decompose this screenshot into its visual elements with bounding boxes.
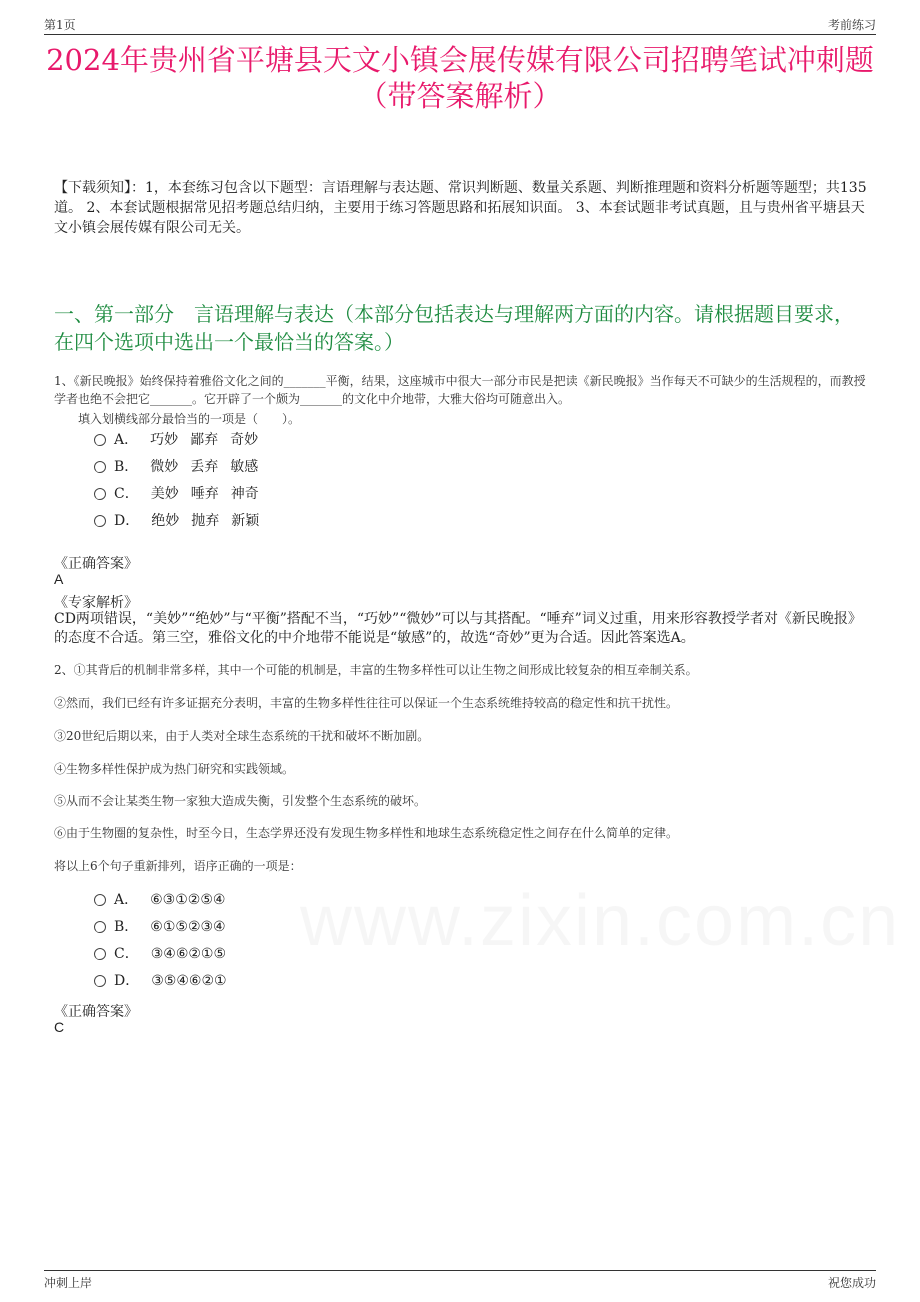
option-letter: C．: [114, 486, 139, 502]
q1-answer-label: 《正确答案》: [54, 556, 138, 572]
radio-icon[interactable]: [94, 488, 106, 500]
q1-prompt: 填入划横线部分最恰当的一项是（ ）。: [78, 412, 301, 426]
option-letter: C．: [114, 946, 139, 962]
page-footer: [44, 1270, 876, 1293]
header-label: 考前练习: [827, 18, 876, 32]
option-text: ③⑤④⑥②①: [151, 973, 227, 989]
q2-option-c[interactable]: [94, 944, 226, 964]
radio-icon[interactable]: [94, 461, 106, 473]
q1-option-c[interactable]: [94, 484, 259, 504]
option-word: 巧妙: [150, 432, 179, 448]
q2-line-4: ④生物多样性保护成为热门研究和实践领域。: [54, 762, 295, 776]
q1-explanation-label: 《专家解析》: [54, 595, 138, 611]
option-letter: A．: [114, 432, 139, 448]
page-number: 第1页: [44, 18, 76, 32]
radio-icon[interactable]: [94, 894, 106, 906]
option-word: 神奇: [230, 486, 259, 502]
option-letter: B．: [114, 919, 139, 935]
q1-option-d[interactable]: [94, 511, 259, 531]
option-word: 唾弃: [190, 486, 219, 502]
option-word: 绝妙: [151, 513, 180, 529]
q2-option-b[interactable]: [94, 917, 226, 937]
footer-right-label: 祝您成功: [827, 1276, 876, 1290]
q2-line-5: ⑤从而不会让某类生物一家独大造成失衡，引发整个生态系统的破坏。: [54, 794, 427, 808]
page-header: [44, 14, 876, 35]
q1-option-a[interactable]: [94, 430, 258, 450]
option-text: ⑥③①②⑤④: [150, 892, 226, 908]
section-heading: 一、第一部分 言语理解与表达（本部分包括表达与理解两方面的内容。请根据题目要求，在四个选项中选出一个最恰当的答案。）: [54, 302, 854, 354]
q1-stem: 1、《新民晚报》始终保持着雅俗文化之间的_______平衡，结果，这座城市中很大一部分市民是把读《新民晚报》当作每天不可缺少的生活规程的，而教授学者也绝不会把它_______。它开辟了一个颇为_______的文化中介地带，大雅大俗均可随意出入。: [54, 374, 866, 406]
q2-line-1: 2、①其背后的机制非常多样，其中一个可能的机制是，丰富的生物多样性可以让生物之间形成比较复杂的相互牵制关系。: [54, 663, 698, 677]
radio-icon[interactable]: [94, 434, 106, 446]
document-title: 2024年贵州省平塘县天文小镇会展传媒有限公司招聘笔试冲刺题（带答案解析）: [46, 43, 874, 113]
q2-answer-label: 《正确答案》: [54, 1004, 138, 1020]
footer-left-label: 冲刺上岸: [44, 1276, 93, 1290]
option-letter: D．: [114, 973, 140, 989]
option-word: 鄙弃: [190, 432, 219, 448]
radio-icon[interactable]: [94, 515, 106, 527]
option-word: 微妙: [150, 459, 179, 475]
option-letter: A．: [114, 892, 139, 908]
q1-explanation: CD两项错误，“美妙”“绝妙”与“平衡”搭配不当，“巧妙”“微妙”可以与其搭配。“唾弃”词义过重，用来形容教授学者对《新民晚报》的态度不合适。第三空，雅俗文化的中介地带不能说是“敏感”的，故选“奇妙”更为合适。因此答案选A。: [54, 611, 862, 646]
q2-option-d[interactable]: [94, 971, 227, 991]
radio-icon[interactable]: [94, 948, 106, 960]
q2-option-a[interactable]: [94, 890, 225, 910]
radio-icon[interactable]: [94, 921, 106, 933]
option-letter: D．: [114, 513, 140, 529]
q2-line-2: ②然而，我们已经有许多证据充分表明，丰富的生物多样性往往可以保证一个生态系统维持较高的稳定性和抗干扰性。: [54, 696, 679, 710]
q2-answer: C: [54, 1019, 65, 1035]
q1-answer: A: [54, 571, 64, 587]
download-notice: 【下载须知】：1，本套练习包含以下题型：言语理解与表达题、常识判断题、数量关系题、判断推理题和资料分析题等题型；共135道。 2、本套试题根据常见招考题总结归纳，主要用于练习答题思路和拓展知识面。 3、本套试题非考试真题，且与贵州省平塘县天文小镇会展传媒有限公司无关。: [54, 180, 867, 236]
option-text: ⑥①⑤②③④: [150, 919, 226, 935]
radio-icon[interactable]: [94, 975, 106, 987]
option-word: 丢弃: [190, 459, 219, 475]
option-text: ③④⑥②①⑤: [150, 946, 227, 962]
option-word: 抛弃: [191, 513, 220, 529]
q2-line-6: ⑥由于生物圈的复杂性，时至今日，生态学界还没有发现生物多样性和地球生态系统稳定性之间存在什么简单的定律。: [54, 826, 679, 840]
watermark: [300, 880, 900, 962]
option-letter: B．: [114, 459, 139, 475]
option-word: 新颖: [231, 513, 260, 529]
option-word: 奇妙: [230, 432, 259, 448]
option-word: 敏感: [230, 459, 259, 475]
q1-option-b[interactable]: [94, 457, 258, 477]
option-word: 美妙: [150, 486, 179, 502]
q2-prompt: 将以上6个句子重新排列，语序正确的一项是：: [54, 859, 302, 873]
q2-line-3: ③20世纪后期以来，由于人类对全球生态系统的干扰和破坏不断加剧。: [54, 729, 430, 743]
